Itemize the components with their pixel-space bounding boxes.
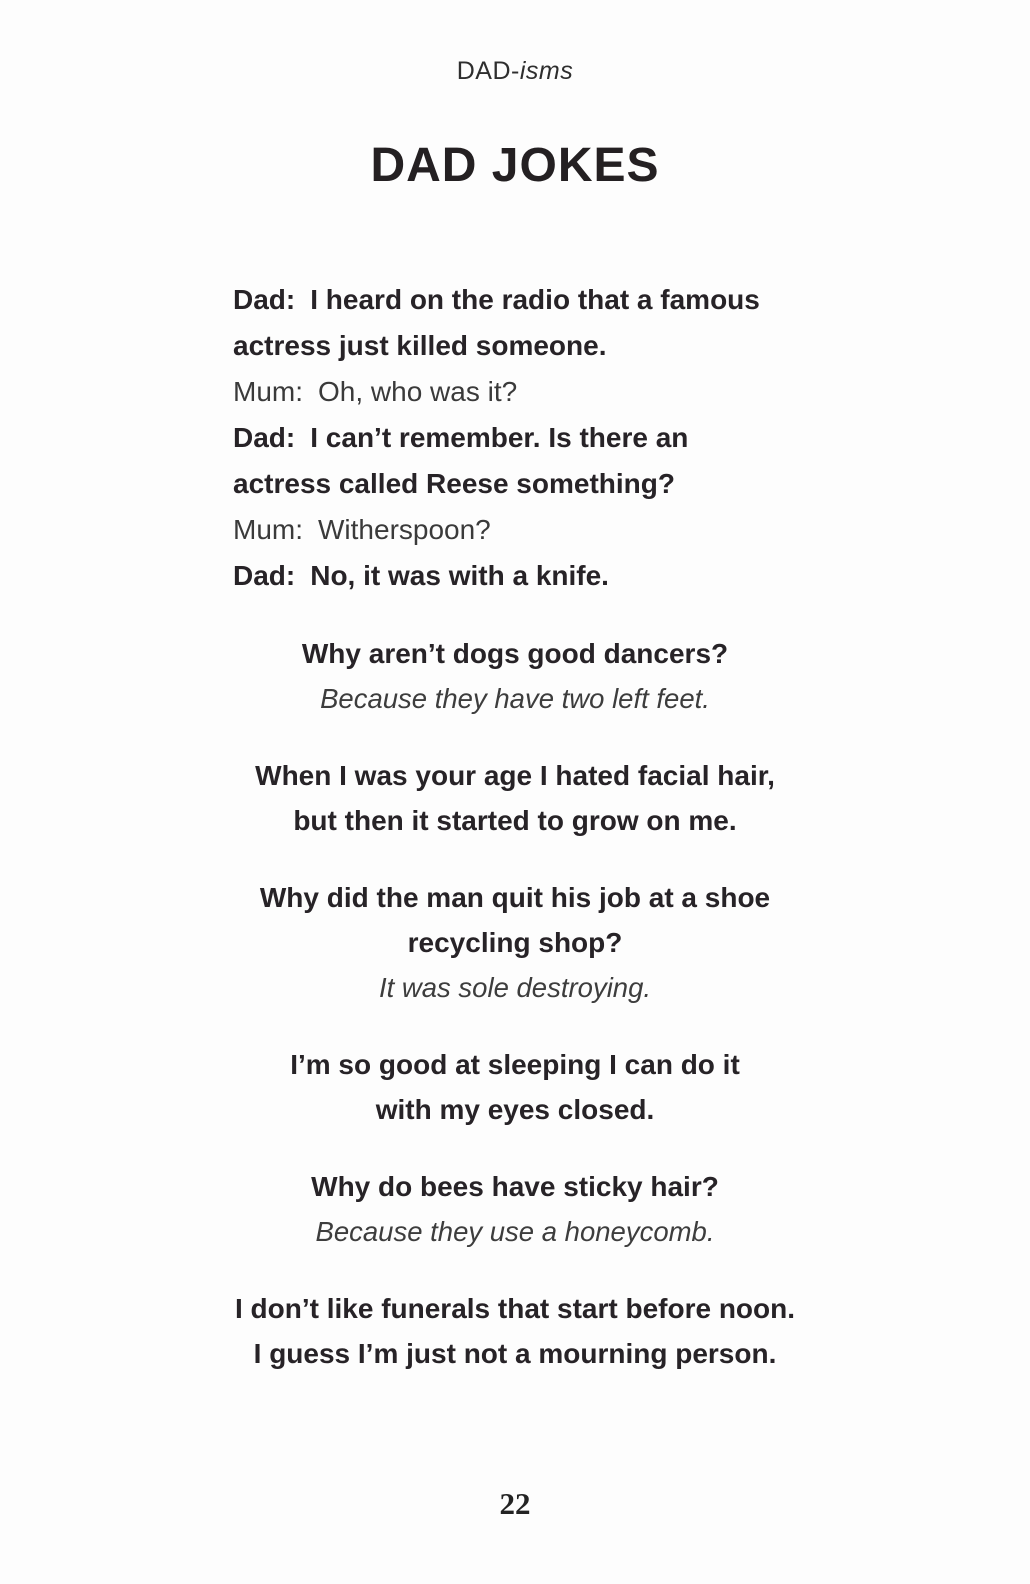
joke-setup-line: When I was your age I hated facial hair, (255, 760, 775, 791)
joke-punchline: Because they have two left feet. (320, 683, 710, 714)
dialogue-text: actress called Reese something? (233, 468, 675, 499)
speaker-label: Dad: (233, 422, 296, 453)
running-header-title-prefix: DAD- (456, 57, 520, 85)
joke-sleeping (0, 1042, 1030, 1132)
joke-setup-line: with my eyes closed. (375, 1094, 655, 1125)
joke-setup-line: I’m so good at sleeping I can do it (290, 1049, 740, 1080)
joke-setup (0, 1164, 1030, 1209)
joke-setup (0, 631, 1030, 676)
joke-punchline: Because they use a honeycomb. (315, 1216, 715, 1247)
speaker-label: Mum: (233, 514, 303, 545)
joke-setup-line: Why do bees have sticky hair? (311, 1171, 719, 1202)
dialogue-joke (233, 277, 1030, 599)
joke-facial-hair (0, 753, 1030, 843)
dialogue-line-mum-1 (233, 369, 1030, 415)
joke-setup-line: I guess I’m just not a mourning person. (253, 1338, 777, 1369)
page-number: 22 (499, 1486, 531, 1521)
dialogue-line-mum-2 (233, 507, 1030, 553)
dialogue-line-dad-1 (233, 277, 1030, 369)
joke-setup-line: I don’t like funerals that start before noon. (234, 1293, 796, 1324)
dialogue-text: Oh, who was it? (318, 376, 518, 407)
joke-setup (0, 753, 1030, 843)
joke-setup (0, 1042, 1030, 1132)
joke-funerals (0, 1286, 1030, 1376)
joke-shoe-recycling (0, 875, 1030, 1010)
speaker-label: Dad: (233, 560, 296, 591)
running-header (0, 0, 1030, 86)
joke-setup (0, 875, 1030, 965)
joke-dogs-dancers (0, 631, 1030, 721)
joke-punchline: It was sole destroying. (378, 972, 652, 1003)
dialogue-text: I can’t remember. Is there an (310, 422, 689, 453)
joke-setup-line: Why aren’t dogs good dancers? (301, 638, 729, 669)
joke-setup-line: recycling shop? (407, 927, 623, 958)
dialogue-text: I heard on the radio that a famous (310, 284, 760, 315)
jokes-list (0, 631, 1030, 1376)
dialogue-text: No, it was with a knife. (310, 560, 609, 591)
dialogue-text: actress just killed someone. (233, 330, 607, 361)
joke-bees-hair (0, 1164, 1030, 1254)
dialogue-text: Witherspoon? (318, 514, 491, 545)
speaker-label: Dad: (233, 284, 296, 315)
joke-setup (0, 1286, 1030, 1376)
running-header-title-suffix: isms (519, 57, 574, 85)
dialogue-line-dad-3 (233, 553, 1030, 599)
speaker-label: Mum: (233, 376, 303, 407)
joke-setup-line: Why did the man quit his job at a shoe (259, 882, 771, 913)
joke-setup-line: but then it started to grow on me. (293, 805, 737, 836)
chapter-title: DAD JOKES (370, 139, 660, 192)
dialogue-line-dad-2 (233, 415, 1030, 507)
